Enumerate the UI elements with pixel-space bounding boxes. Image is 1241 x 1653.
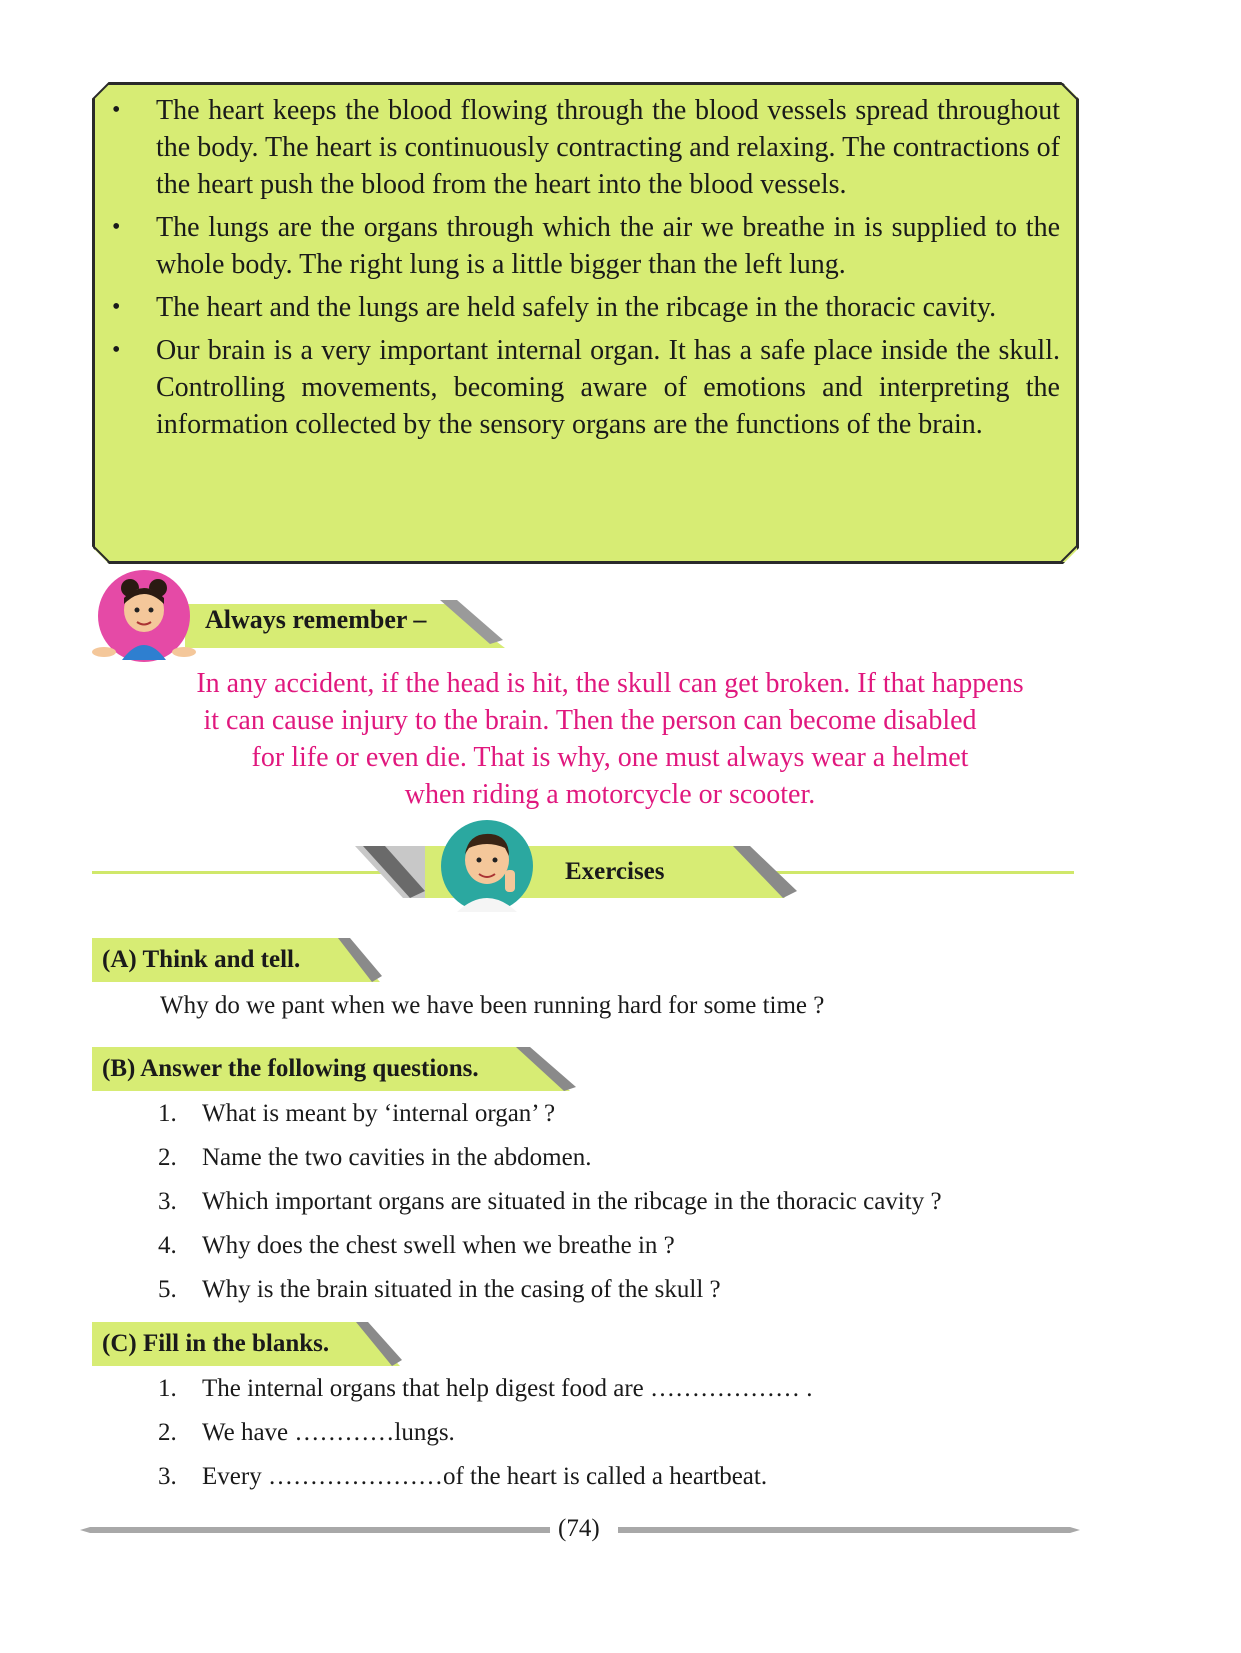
remember-line: it can cause injury to the brain. Then the person can become disabled — [203, 705, 977, 736]
footer-bar-right — [618, 1527, 1080, 1533]
remember-line: when riding a motorcycle or scooter. — [404, 779, 816, 810]
remember-line: In any accident, if the head is hit, the skull can get broken. If that happens — [196, 668, 1024, 699]
page-number: (74) — [558, 1515, 600, 1542]
girl-character-icon — [92, 570, 196, 670]
summary-bullet: • Our brain is a very important internal organ. It has a safe place inside the skull. Controlling movements, becoming aware of emotions and interpreting the information collected by the sensory organs are the functions of the brain. — [108, 332, 1060, 443]
section-c-label: (C) Fill in the blanks. — [102, 1330, 330, 1357]
bullet-icon: • — [112, 337, 121, 363]
section-a-heading — [92, 938, 382, 982]
fill-in-blanks-list — [158, 1375, 813, 1507]
think-and-tell-question: Why do we pant when we have been running hard for some time ? — [160, 992, 825, 1019]
list-item: 1. The internal organs that help digest food are ……………… . — [158, 1375, 813, 1402]
boy-character-icon — [435, 818, 539, 914]
list-item: 3. Every …………………of the heart is called a heartbeat. — [158, 1463, 768, 1490]
list-item: 5. Why is the brain situated in the casing of the skull ? — [158, 1276, 721, 1303]
section-c-heading — [92, 1322, 402, 1366]
bullet-icon: • — [112, 97, 121, 123]
summary-bullet: • The heart keeps the blood flowing through the blood vessels spread throughout the body. The heart is continuously contracting and relaxing. The contractions of the heart push the blood from the heart into the blood vessels. — [108, 92, 1060, 203]
summary-bullet: • The heart and the lungs are held safely in the ribcage in the thoracic cavity. — [108, 289, 1060, 326]
summary-bullet: • The lungs are the organs through which the air we breathe in is supplied to the whole body. The right lung is a little bigger than the left lung. — [108, 209, 1060, 283]
footer-bar-left — [80, 1527, 550, 1533]
answer-questions-list — [158, 1100, 942, 1320]
list-item: 1. What is meant by ‘internal organ’ ? — [158, 1100, 556, 1127]
remember-title: Always remember – — [205, 605, 427, 634]
section-b-heading — [92, 1047, 582, 1091]
section-b-label: (B) Answer the following questions. — [102, 1055, 479, 1082]
list-item: 4. Why does the chest swell when we breathe in ? — [158, 1232, 675, 1259]
bullet-icon: • — [112, 214, 121, 240]
section-a-label: (A) Think and tell. — [102, 946, 301, 973]
bullet-icon: • — [112, 294, 121, 320]
list-item: 2. Name the two cavities in the abdomen. — [158, 1144, 592, 1171]
list-item: 2. We have …………lungs. — [158, 1419, 455, 1446]
list-item: 3. Which important organs are situated in the ribcage in the thoracic cavity ? — [158, 1188, 942, 1215]
summary-bullet-list — [108, 92, 1060, 449]
remember-message — [140, 665, 1080, 813]
exercises-title: Exercises — [565, 858, 665, 885]
remember-line: for life or even die. That is why, one must always wear a helmet — [251, 742, 969, 773]
